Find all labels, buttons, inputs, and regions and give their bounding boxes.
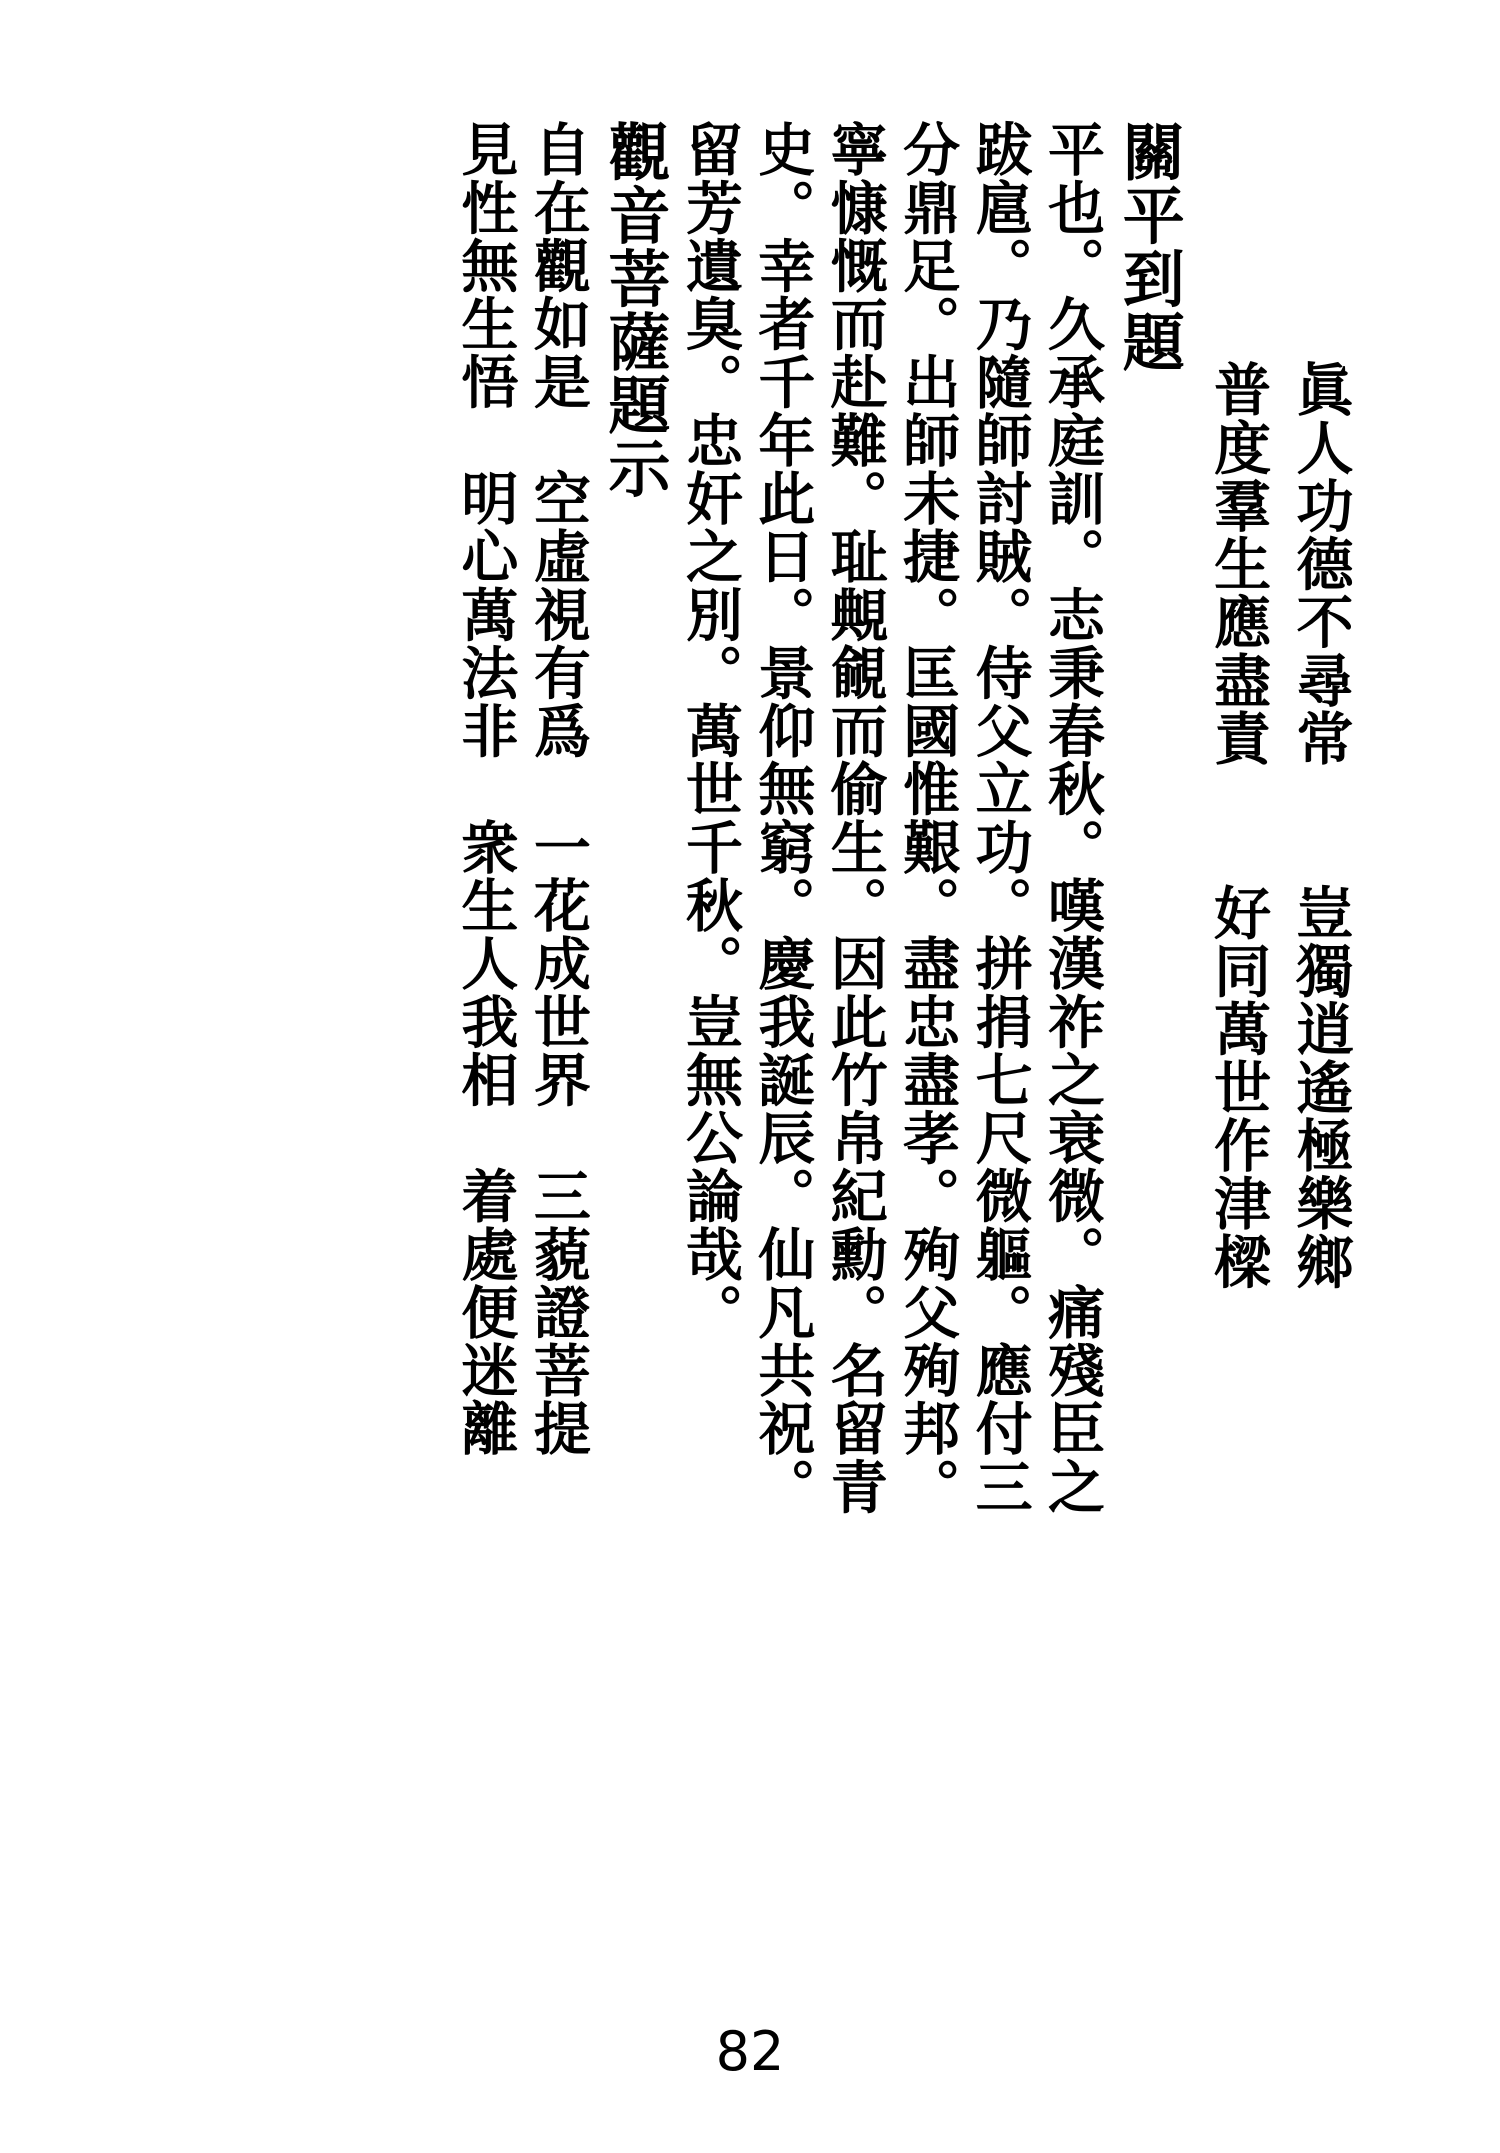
verse-line-1: 自在觀如是 空虛視有爲 一花成世界 三藐證菩提 — [524, 120, 592, 1458]
section-title-guanping: 關平到題 — [1112, 120, 1186, 373]
body-line-3: 分鼎足。出師未捷。匡國惟艱。盡忠盡孝。殉父殉邦。 — [893, 120, 961, 1516]
poem-line-2: 普度羣生應盡責 好同萬世作津樑 — [1204, 360, 1272, 1291]
body-line-4: 寧慷慨而赴難。耻覥覦而偷生。因此竹帛紀勳。名留青 — [821, 120, 889, 1516]
vertical-text-body — [150, 120, 1354, 1973]
poem-line-1: 眞人功德不尋常 豈獨逍遙極樂鄉 — [1287, 360, 1354, 1291]
body-line-5: 史。幸者千年此日。景仰無窮。慶我誕辰。仙凡共祝。 — [748, 120, 816, 1516]
body-line-2: 跋扈。乃隨師討賊。侍父立功。拼捐七尺微軀。應付三 — [966, 120, 1034, 1516]
page-number: 82 — [715, 2020, 785, 2083]
section-title-guanyin: 觀音菩薩題示 — [598, 120, 672, 500]
body-line-1: 平也。久承庭訓。志秉春秋。嘆漢祚之衰微。痛殘臣之 — [1038, 120, 1106, 1516]
body-line-6: 留芳遺臭。忠奸之別。萬世千秋。豈無公論哉。 — [676, 120, 744, 1341]
verse-line-2: 見性無生悟 明心萬法非 衆生人我相 着處便迷離 — [451, 120, 519, 1458]
